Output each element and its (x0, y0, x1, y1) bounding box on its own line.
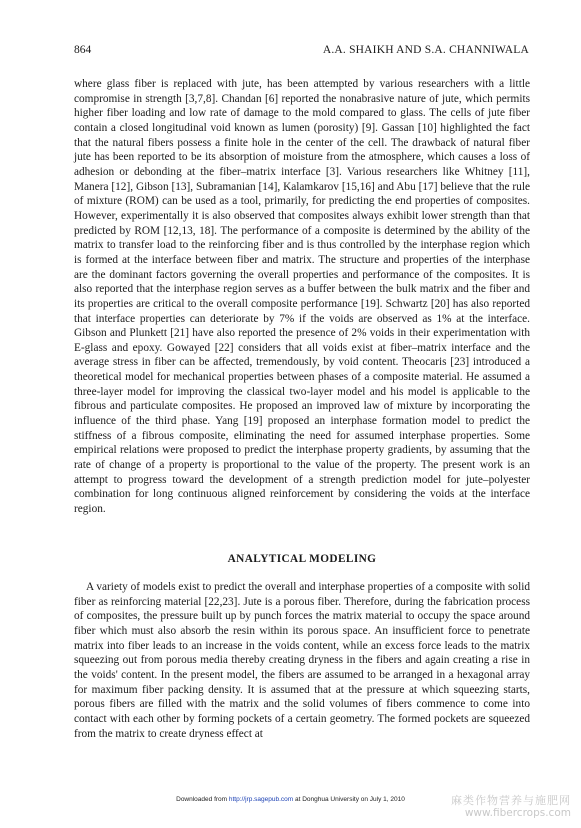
footer-suffix: at Donghua University on July 1, 2010 (293, 796, 405, 803)
body-paragraph: where glass fiber is replaced with jute, has been attempted by various researchers with a little compromise in strength [3,7,8]. Chandan [6] reported the nonabrasive nature of jute, which permits higher fiber loading and low rate of damage to the mold compared to glass. The cells of jute fiber contain a closed longitudinal void known as lumen (porosity) [9]. Gassan [10] highlighted the fact that the natural fibers possess a finite hole in the center of the cell. The drawback of natural fiber jute has been reported to be its absorption of moisture from the atmosphere, which causes a loss of adhesion or debonding at the fiber–matrix interface [3]. Various researchers like Whitney [11], Manera [12], Gibson [13], Subramanian [14], Kalamkarov [15,16] and Abu [17] believe that the rule of mixture (ROM) can be used as a tool, primarily, for predicting the end properties of composites. However, experimentally it is also observed that composites always exhibit lower strength than that predicted by ROM [12,13, 18]. The performance of a composite is determined by the ability of the matrix to transfer load to the reinforcing fiber and is thus controlled by the interphase region which is formed at the interface between fiber and matrix. The structure and properties of the interphase are the dominant factors governing the overall properties and performance of the composites. It is also reported that the interphase region serves as a buffer between the bulk matrix and the fiber and its properties are critical to the overall composite performance [19]. Schwartz [20] has also reported that interface properties can deteriorate by 7% if the voids are observed as 1% at the interface. Gibson and Plunkett [21] have also reported the presence of 2% voids in their experimentation with E-glass and epoxy. Gowayed [22] considers that all voids exist at fiber–matrix interface and the average stress in fiber can be affected, tremendously, by void content. Theocaris [23] introduced a theoretical model for mechanical properties between phases of a composite material. He assumed a three-layer model for improving the classical two-layer model and his model is applicable to the fibrous and particulate composites. He proposed an improved law of mixture by incorporating the influence of the third phase. Yang [19] proposed an interphase formation model to predict the stiffness of a fibrous composite, eliminating the need for assumed interphase properties. Some empirical relations were proposed to predict the interphase property gradients, by assuming that the rate of change of a property is proportional to the value of the property. The present work is an attempt to progress toward the development of a strength prediction model for jute–polyester combination for long continuous aligned reinforcement by considering the voids at the interface region. (74, 78, 530, 516)
watermark-url: www.fibercrops.com (464, 807, 571, 819)
section-heading: ANALYTICAL MODELING (227, 553, 377, 565)
page-number: 864 (74, 44, 92, 56)
body-paragraph: A variety of models exist to predict the overall and interphase properties of a composite with solid fiber as reinforcing material [22,23]. Jute is a porous fiber. Therefore, during the fabrication process of composites, the pressure built up by punch forces the matrix material to occupy the space around fiber which must also absorb the resin within its porous space. An insufficient force to penetrate matrix into fiber leads to an increase in the voids content, while an excess force leads to the matrix squeezing out from porous media thereby creating dryness in the fibers and again creating a rise in the voids' content. In the present model, the fibers are assumed to be arranged in a hexagonal array for maximum fiber packing density. It is assumed that at the pressure at which squeezing starts, porous fibers are filled with the matrix and the solid volumes of fibers commence to come into contact with each other by forming pockets of a certain geometry. The formed pockets are squeezed from the matrix to create dryness effect at (74, 581, 530, 740)
watermark (451, 794, 571, 820)
footer-link[interactable]: http://jrp.sagepub.com (228, 796, 294, 803)
footer-prefix: Downloaded from (176, 796, 229, 803)
watermark-chinese: 麻类作物营养与施肥网 (451, 794, 571, 807)
running-head: A.A. SHAIKH AND S.A. CHANNIWALA (322, 44, 529, 56)
